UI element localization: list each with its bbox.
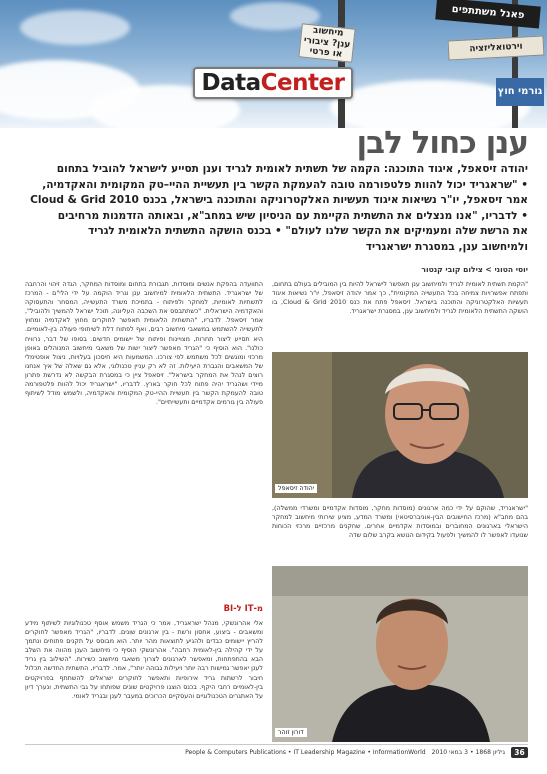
- body-text-left-bottom: אלי אהרונשקי, מנהל ישראגריד, אמר כי הגריד משמש אוסף טכנולוגיות לשיתוף מידע ומשאבים - ביצוע, אחסון ורשת - בין ארגונים שונים. לדבריו, "הגריד מאפשר לחוקרים להריץ יישומים כבדים ולהגיע לתוצאות מהר יותר. הוא מבוסס על תקנים פתוחים ונתמך על ידי קהילה בין-לאומית רחבה". אהרונשקי הוסיף כי מיחשוב הענן מהווה את השלב הבא בהתפתחות, ומאפשר לארגונים לצרוך משאבי מיחשוב כשירות. "השילוב בין גריד לענן יאפשר גמישות רבה יותר ויעילות גבוהה יותר", אמר. לדבריו, התשתית החדשה תכלול חיבור לרשתות גריד אירופיות ותאפשר לחוקרים ישראלים להשתתף בפרויקטים בין-לאומיים רחבי היקף. בכנס הוצגו פרויקטים שונים שפותחו על גבי התשתית, ונערך דיון על האתגרים הטכנולוגיים והעסקיים הכרוכים במעבר לענן ובגריד לאומי.: [25, 620, 263, 700]
- photo-caption: דורון זוהר: [275, 728, 307, 737]
- participants-text: פאנל משתתפים: [451, 4, 525, 22]
- section-subhead: מ-IT ל-BI: [223, 603, 263, 613]
- factors-text: גורמי חוץ: [497, 86, 543, 98]
- header-banner: [0, 0, 547, 128]
- participants-sign: [435, 0, 541, 28]
- body-text-left: התוועדה בהפקת אנשים ומוסדות, תגבורת בתחום ומוסדות המחקר, הגדה זיהוי והרחבה של ישראגריד. התשתית הלאומית למיחשוב ענן וגריד הוקמה על ידי הלי"ם - המרכז לתשתיות לאומיות, למחקר ולפיתוח - בתמיכת משרד התעשייה, המסחר והתעסוקה והאקדמיה הישראלית. "כשתתבסס את השכבה העליונה, תוכל ישראל להמשיך ולהוביל", אמר זיסאפל. לדבריו, "התשתית הלאומית תאפשר לחוקרים מחוץ לאקדמיה ומחוץ לתעשייה להשתמש במשאבי מיחשוב רבים, ואף לפתוח דלת לשיתופי פעולה בין-לאומיים. היא תסייע ליצור תחרות, מצויינות ופיתוח של יישומים חדשים. בסופו של דבר, נרוויח כולנו". הוא הוסיף כי "הגריד מאפשר ליצור ישות של משאבי מיחשוב המנוהלים באופן מרכזי ומוגשים לכל משתמש לפי צורכו. המשמעות היא חיסכון בעלויות, ניצול אופטימלי של המשאבים והגברת היעילות. זה לא רק עניין טכנולוגי, אלא גם שאלה של איך אנחנו רוצים לנהל את המחקר בישראל". זיסאפל ציין כי במסגרת הבקשה לא נדרשת פתרון מיידי ושהגריד יהיה פתוח לכל חוקר בארץ. לדבריו, "ישראגריד יכול להוות פלטפורמה טובה להעמקת הקשר בין תעשיית ההיי-טק המקומית והאקדמיה, ולשמש מודל לשיתוף פעולה בין גורמים אקדמיים ותעשייתיים".: [25, 281, 263, 407]
- footer-publishers: People & Computers Publications • IT Leadership Magazine • InformationWorld: [185, 749, 426, 756]
- article-lead: [25, 162, 528, 255]
- cloud-question-sign: [298, 23, 355, 62]
- logo-part-data: Data: [201, 70, 261, 96]
- article-headline: ענן כחול לבן: [356, 125, 528, 161]
- virtualization-sign: [448, 36, 545, 61]
- lead-line: ולמיחשוב ענן, במסגרת ישראגריד: [365, 240, 528, 253]
- portrait-illustration: [272, 566, 528, 742]
- datacenter-logo: [193, 67, 353, 99]
- factors-sign: [496, 78, 544, 106]
- body-text-right-top: "הקמת תשתית לאומית לגריד ולמיחשוב ענן תאפשר לישראל להיות בין המובילים בעולם בתחום, ותפתח אפשרויות צמיחה בכל התעשייה המקומית", כך אמר יהודה זיסאפל, יו"ר נשיאות איגוד תעשיות האלקטרוניקה והתוכנה בישראל. זיסאפל פתח את כנס Cloud & Grid 2010, בו הושקה התשתית הלאומית לגריד ולמיחשוב ענן, במסגרת ישראגריד.: [272, 281, 529, 316]
- lead-line: יהודה זיסאפל, איגוד התוכנה: הקמה של תשתית לאומית לגריד וענן תסייע לישראל להוביל בתחום: [56, 163, 528, 175]
- photo-zohar: [272, 566, 528, 742]
- footer-issue: גיליון 1868 • 3 במאי 2010: [431, 749, 505, 756]
- article-byline: יוסי הטוני > צילום קובי קנטור: [421, 265, 528, 274]
- cloud-question-text: מיחשוב ענן? ציבורי או פרטי: [303, 25, 351, 60]
- photo-caption: יהודה זיסאפל: [275, 484, 317, 493]
- sign-post: [338, 0, 345, 128]
- body-text-right-mid: "ישראגריד, שהוקם על ידי כמה ארגונים (מוסדות מחקר, מוסדות אקדמיים ומשרדי ממשלה), בהם מחב"א (מרכז החישובים הבין-אוניברסיטאי) ומשרד המדע, מציע שירותי מיחשוב למחקר הישראלי בארגונים המחוברים ובמוסדות אקדמיים אחרים. שחקנים מרכזיים מרכזי הכוחות שנועדו לאפשר לו להמשיך ולפעול בקידום הנושא בקרב שלום שדה: [272, 505, 528, 540]
- lead-line: את הרשת שלה ומעמיקים את הקשר שלנו לעולם" • בכנס הושקה התשתית הלאומית לגריד: [87, 225, 528, 237]
- lead-line: • "שראגריד יכול להוות פלטפורמה טובה להעמקת הקשר בין תעשיית ההיי–טק המקומית והאקדמיה,: [42, 178, 528, 191]
- page-footer: [25, 744, 528, 758]
- lead-line: • לדבריו, "אנו מנצלים את התשתית הקיימת עם הניסיון שיש במחב"א, ובאותה הזדמנות מרחיבים: [57, 209, 528, 222]
- lead-line: אמר זיסאפל, יו"ר נשיאות איגוד תעשיות האלקטרוניקה והתוכנה בישראל, בכנס Cloud & Grid 2010: [30, 194, 528, 206]
- logo-part-center: Center: [260, 70, 345, 96]
- photo-zisapel: [272, 352, 528, 498]
- portrait-illustration: [272, 352, 528, 498]
- virtualization-text: וירטואליזציה: [469, 41, 523, 55]
- page-number: 36: [511, 747, 528, 758]
